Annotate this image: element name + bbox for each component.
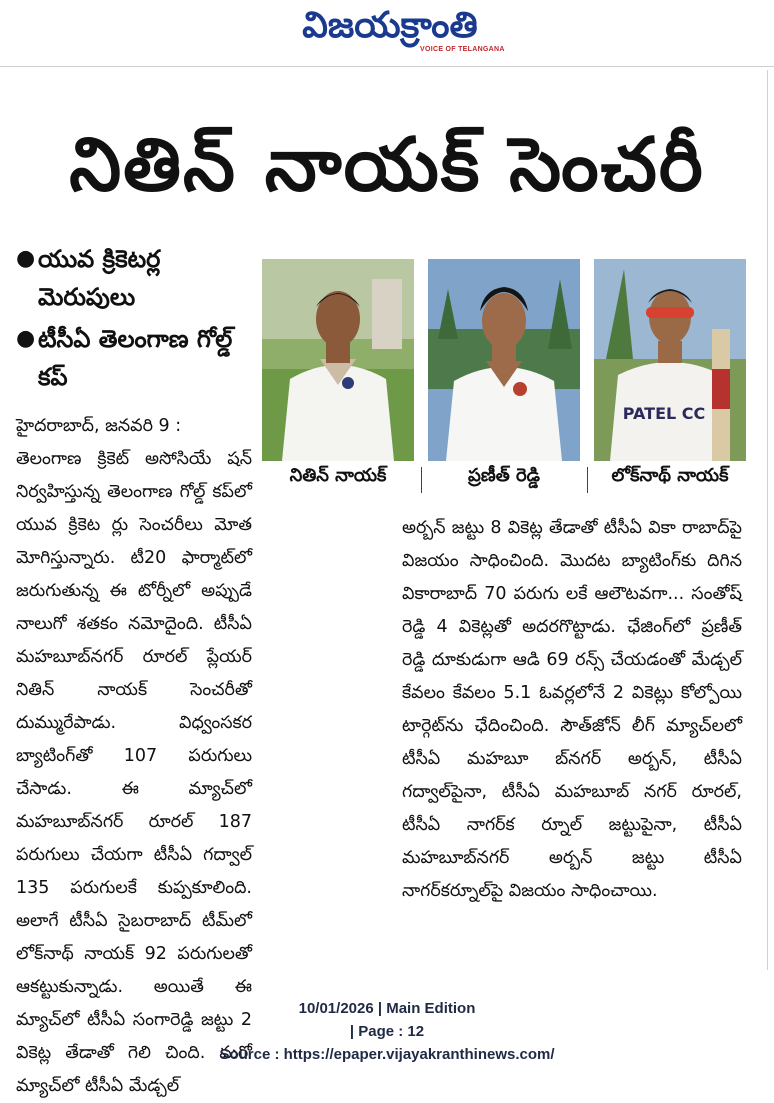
masthead-divider [0,66,774,67]
page-number: | Page : 12 [349,1023,425,1040]
page-edge-rule [767,70,768,970]
article-headline: నితిన్ నాయక్ సెంచరీ [69,122,705,208]
source-url[interactable]: Source : https://epaper.vijayakranthinews.com/ [219,1046,555,1063]
masthead [0,0,774,62]
photo-caption: నితిన్ నాయక్ [289,465,387,486]
bullet-item [16,240,252,316]
jersey-text: PATEL CC [622,404,706,423]
caption-separator [587,467,588,493]
player-photo-nitin [262,259,414,461]
article-body-left: తెలంగాణ క్రికెట్ అసోసియే షన్ నిర్వహిస్తున్న తెలంగాణ గోల్డ్ కప్‌లో యువ క్రికెట ర్లు సెంచరీలు మోత మోగిస్తున్నారు. టీ20 ఫార్మాట్‌లో జరుగుతున్న ఈ టోర్నీలో అప్పుడే నాలుగో శతకం నమోదైంది. టీసీఏ మహబూబ్‌నగర్ రూరల్ ప్లేయర్ నితిన్ నాయక్ సెంచరీతో దుమ్మురేపాడు. విధ్వంసకర బ్యాటింగ్‌తో 107 పరుగులు చేసాడు. ఈ మ్యాచ్‌లో మహబూబ్‌నగర్ రూరల్ 187 పరుగులు చేయగా టీసీఏ గద్వాల్ 135 పరుగులకే కుప్పకూలింది. అలాగే టీసీఏ సైబరాబాద్ టీమ్‌లో లోక్‌నాథ్ నాయక్ 92 పరుగులతో ఆకట్టుకున్నాడు. అయితే ఈ మ్యాచ్‌లో టీసీఏ సంగారెడ్డి జట్టు 2 వికెట్ల తేడాతో గెలి చింది. మరో మ్యాచ్‌లో టీసీఏ మేడ్చల్ [16,449,252,1096]
bullet-item [16,320,252,396]
player-photo-praneeth [428,259,580,461]
bullet-text: యువ క్రికెటర్ల మెరుపులు [38,245,161,311]
newspaper-logo: విజయక్రాంతి [302,4,478,46]
bullet-text: టీసీఏ తెలంగాణ గోల్డ్ కప్ [38,325,233,391]
caption-separator [421,467,422,493]
article-bullets [16,240,252,400]
article-dateline: హైదరాబాద్, జనవరి 9 : [16,416,182,436]
photo-caption: లోక్‌నాథ్ నాయక్ [611,465,729,486]
article-body-right: అర్బన్ జట్టు 8 వికెట్ల తేడాతో టీసీఏ వికా రాబాద్‌పై విజయం సాధించింది. మొదట బ్యాటింగ్‌కు దిగిన వికారాబాద్ 70 పరుగు లకే ఆలౌటవగా... సంతోష్ రెడ్డి 4 వికెట్లతో అదరగొట్టాడు. ఛేజింగ్‌లో ప్రణీత్ రెడ్డి దూకుడుగా ఆడి 69 రన్స్ చేయడంతో మేడ్చల్ కేవలం కేవలం 5.1 ఓవర్లలోనే 2 వికెట్లు కోల్పోయి టార్గెట్‌ను ఛేదించింది. సౌత్‌జోన్ లీగ్ మ్యాచ్‌లలో టీసీఏ మహబూ బ్‌నగర్ అర్బన్, టీసీఏ గద్వాల్‌పైనా, టీసీఏ మహబూబ్ నగర్ రూరల్, టీసీఏ నాగర్‌క ర్నూల్ జట్టుపైనా, టీసీఏ మహబూబ్‌నగర్ అర్బన్ జట్టు టీసీఏ నాగర్‌కర్నూల్‌పై విజయం సాధించాయి. [402,518,742,901]
article-column-2 [402,512,742,908]
newspaper-tagline: VOICE OF TELANGANA [420,46,505,53]
player-photos [262,259,746,503]
bullet-dot-icon: ● [16,326,36,351]
photo-caption: ప్రణీత్ రెడ్డి [468,465,540,486]
edition-date: 10/01/2026 | Main Edition [298,1000,476,1017]
player-photo-loknath [594,259,746,461]
bullet-dot-icon: ● [16,246,36,271]
